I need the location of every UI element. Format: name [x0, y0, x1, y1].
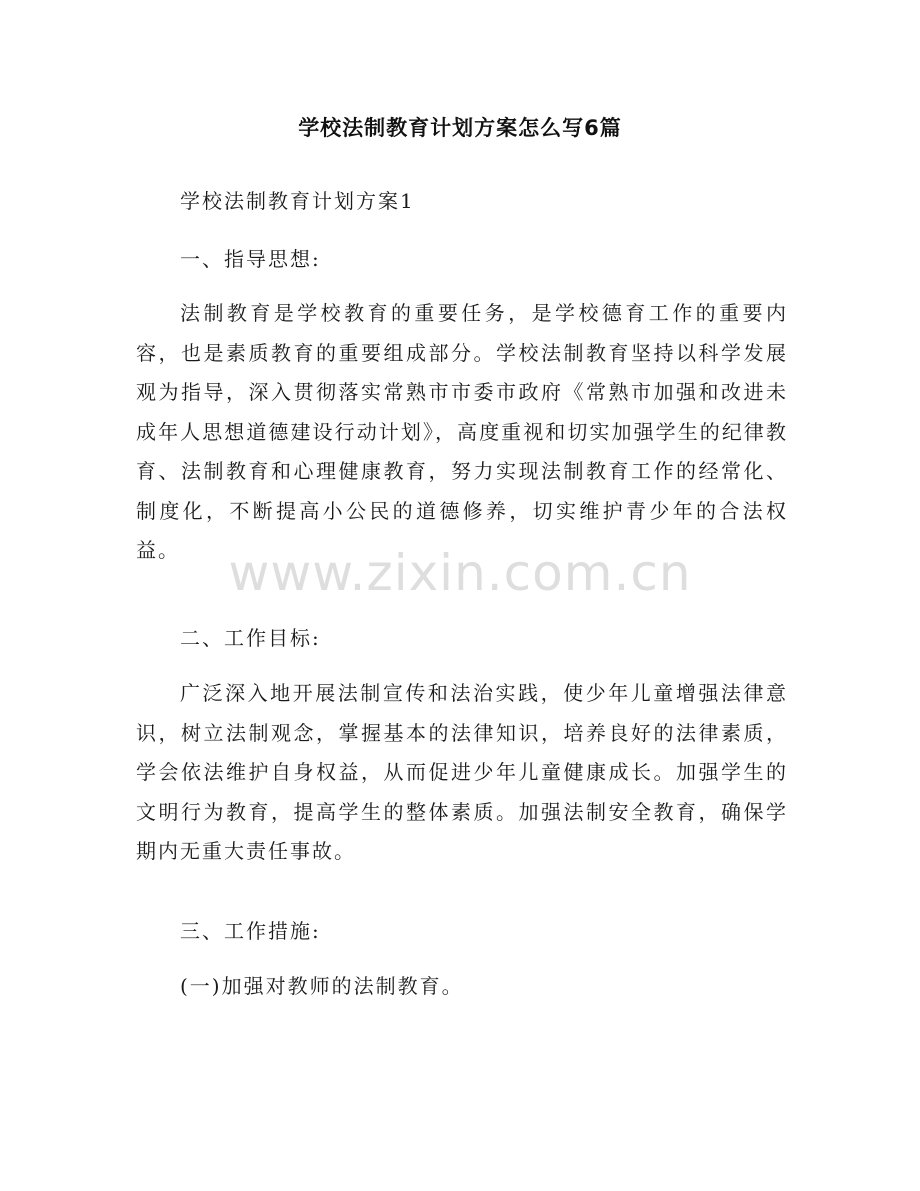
- section-heading-work-measures: 三、工作措施:: [180, 919, 321, 943]
- section-heading-guiding-thought: 一、指导思想:: [180, 247, 321, 271]
- document-title: 学校法制教育计划方案怎么写6篇: [298, 116, 622, 140]
- plan-subtitle: 学校法制教育计划方案1: [180, 189, 415, 213]
- section-item-teacher-education: (一)加强对教师的法制教育。: [180, 974, 464, 998]
- section-body-guiding-thought: 法制教育是学校教育的重要任务，是学校德育工作的重要内容，也是素质教育的重要组成部分。学校法制教育坚持以科学发展观为指导，深入贯彻落实常熟市市委市政府《常熟市加强和改进未成年人思想道德建设行动计划》，高度重视和切实加强学生的纪律教育、法制教育和心理健康教育，努力实现法制教育工作的经常化、制度化，不断提高小公民的道德修养，切实维护青少年的合法权益。: [136, 301, 788, 562]
- section-heading-work-goals: 二、工作目标:: [180, 626, 321, 650]
- section-body-work-goals: 广泛深入地开展法制宣传和法治实践，使少年儿童增强法律意识，树立法制观念，掌握基本的法律知识，培养良好的法律素质，学会依法维护自身权益，从而促进少年儿童健康成长。加强学生的文明行为教育，提高学生的整体素质。加强法制安全教育，确保学期内无重大责任事故。: [136, 681, 788, 863]
- watermark-text: www.zixin.com.cn: [228, 544, 692, 602]
